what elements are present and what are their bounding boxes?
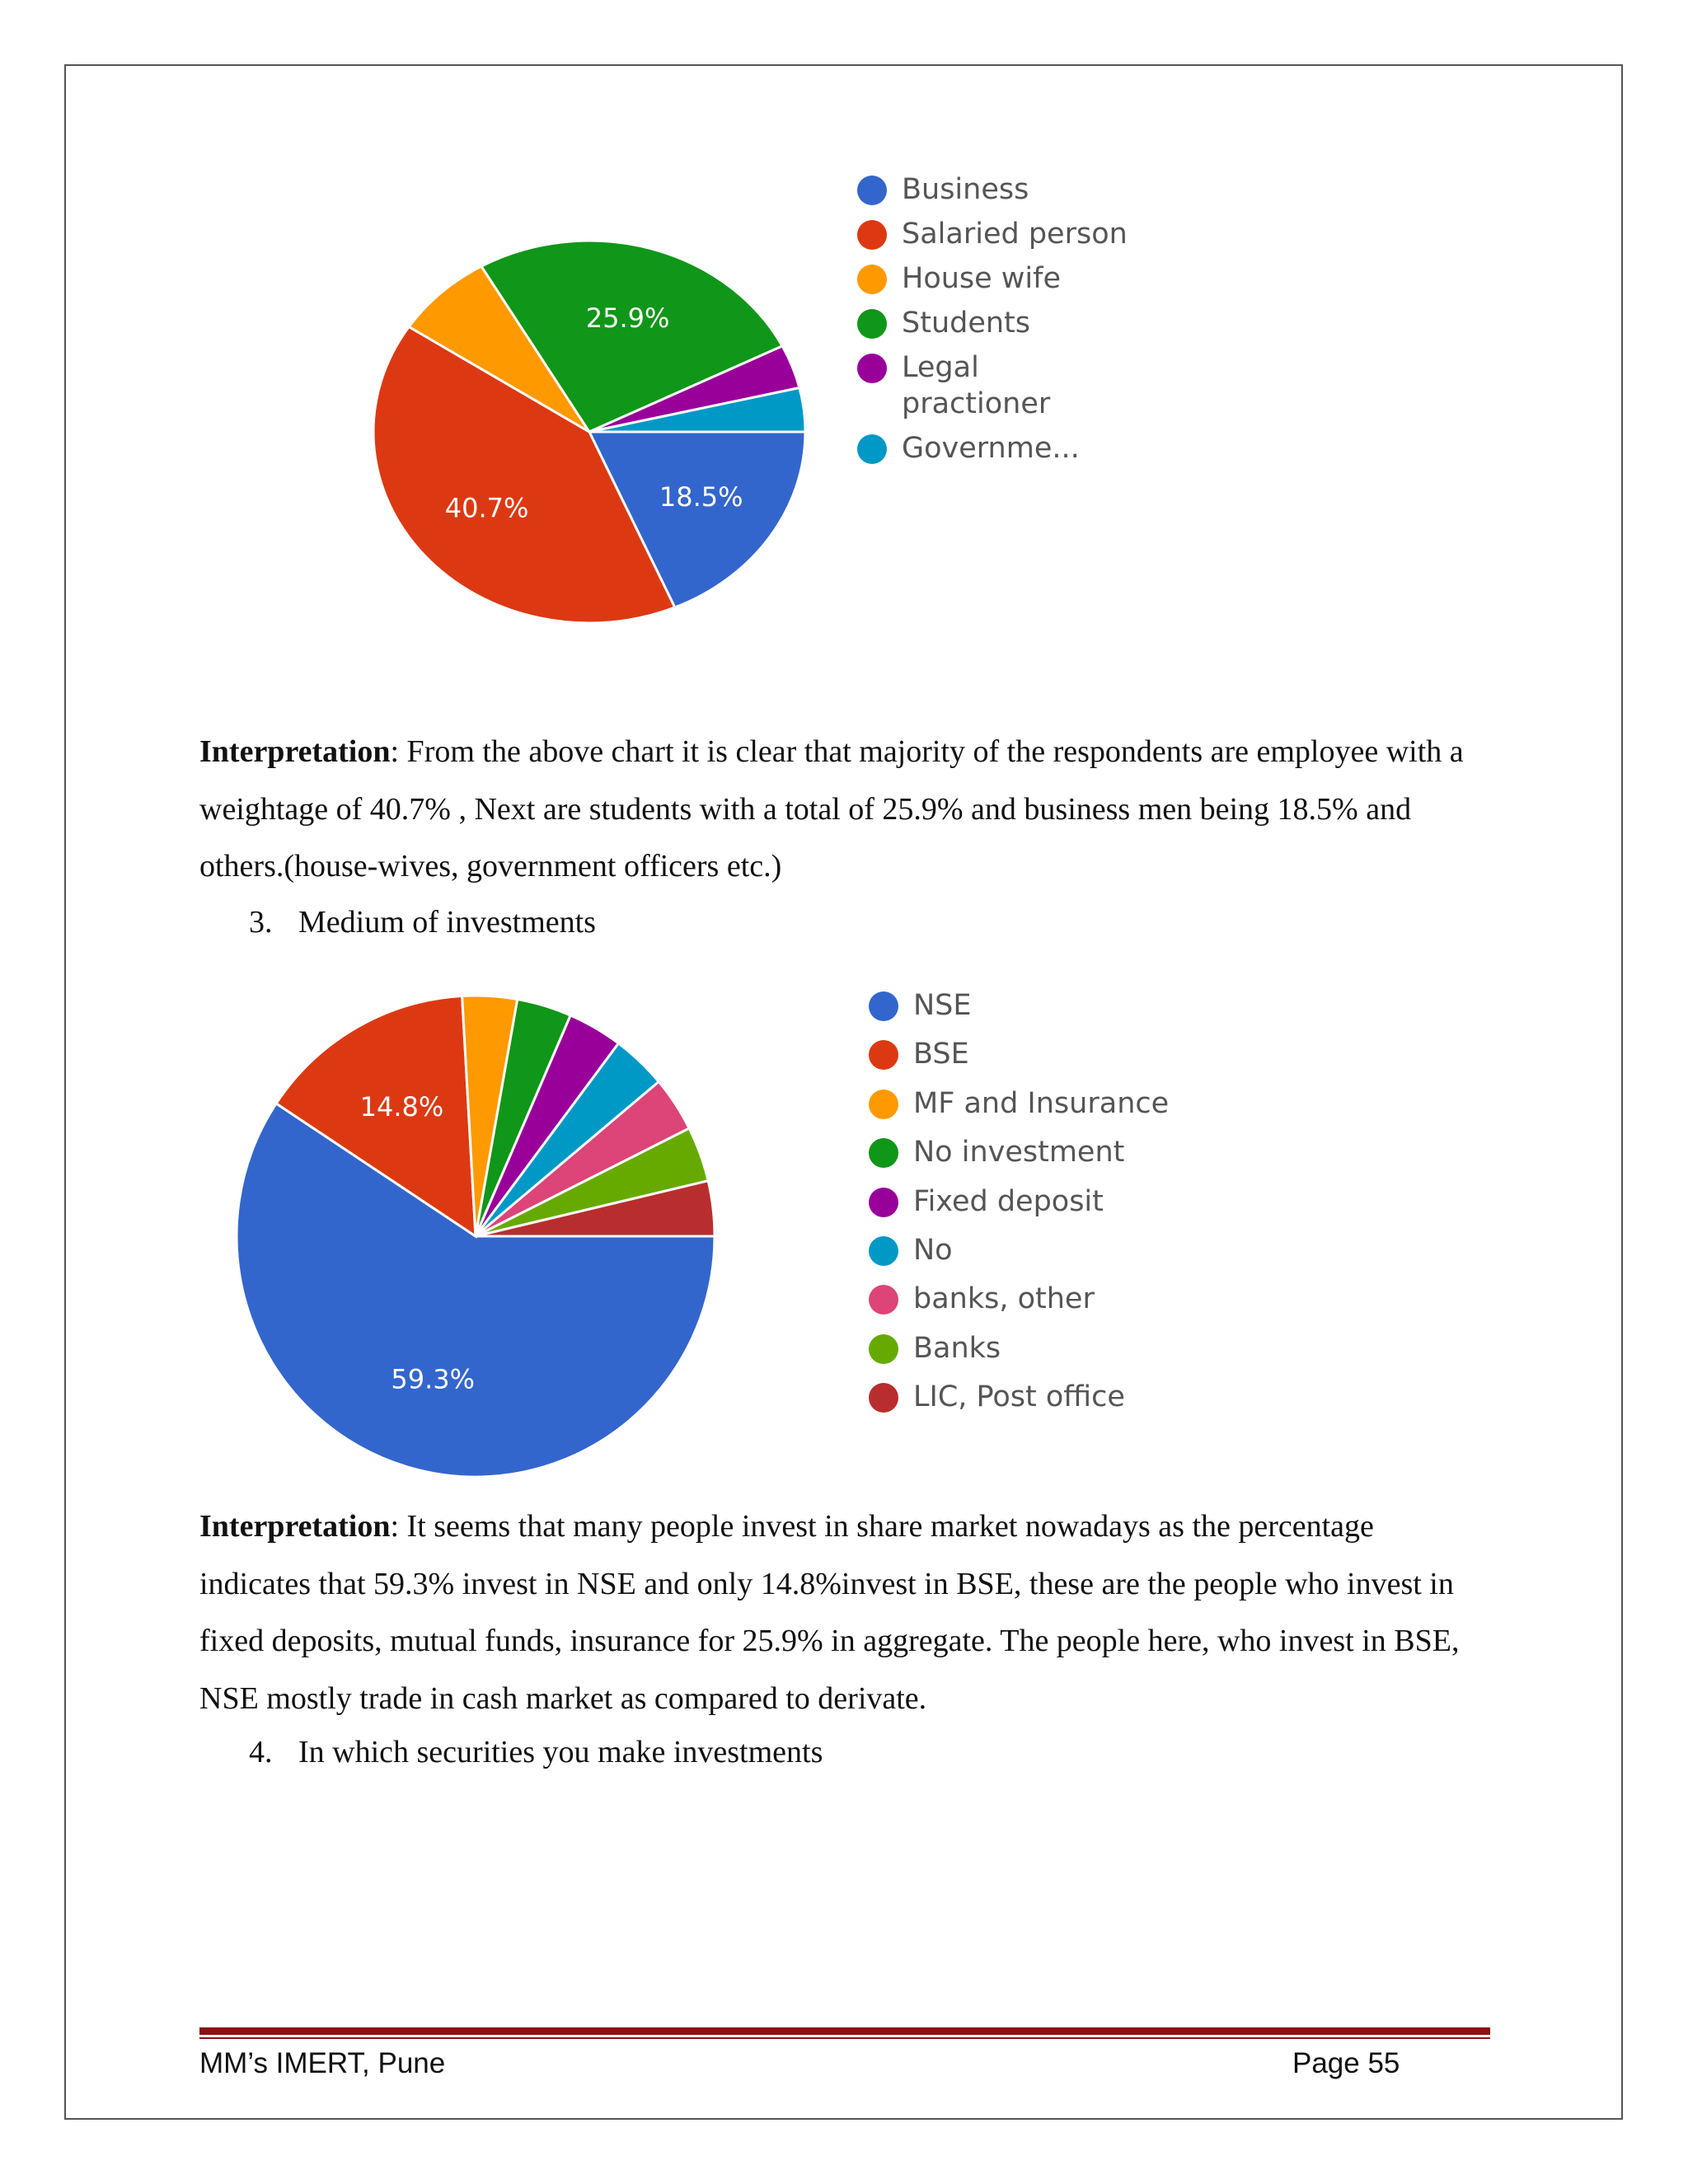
legend-item-4	[857, 349, 1129, 422]
interpretation-paragraph-1	[199, 724, 1485, 896]
legend-label: banks, other	[913, 1282, 1095, 1316]
footer-rule	[199, 2027, 1490, 2039]
interpretation-text: : It seems that many people invest in share market nowadays as the percentage indicates that 59.3% invest in NSE and only 14.8%invest in BSE, these are the people who invest in fixed deposits, mutual funds, insurance for 25.9% in aggregate. The people here, who invest in BSE, NSE mostly trade in cash market as compared to derivate.	[199, 1509, 1460, 1716]
investment-medium-legend	[869, 987, 1248, 1428]
legend-label: LIC, Post office	[913, 1380, 1125, 1414]
legend-swatch-icon	[869, 1138, 898, 1168]
legend-label: NSE	[913, 989, 972, 1022]
legend-swatch-icon	[869, 1040, 898, 1070]
legend-item-7	[869, 1330, 1248, 1366]
pie-data-label-1: 14.8%	[359, 1091, 444, 1123]
legend-item-6	[869, 1281, 1248, 1317]
footer-rule-thin	[199, 2037, 1490, 2039]
legend-swatch-icon	[857, 220, 887, 250]
legend-label: Banks	[913, 1331, 1001, 1365]
legend-item-3	[869, 1134, 1248, 1170]
legend-swatch-icon	[869, 1090, 898, 1119]
interpretation-label: Interpretation	[199, 1509, 391, 1544]
legend-item-3	[857, 305, 1129, 341]
legend-swatch-icon	[857, 434, 887, 464]
legend-swatch-icon	[857, 309, 887, 339]
legend-swatch-icon	[869, 1334, 898, 1364]
legend-label: Fixed deposit	[913, 1184, 1104, 1218]
interpretation-text: : From the above chart it is clear that majority of the respondents are employee with a weightage of 40.7% , Next are students with a total of 25.9% and business men being 18.5% and others.(house-wives, government officers etc.)	[199, 734, 1464, 883]
legend-label: Salaried person	[902, 218, 1128, 251]
occupation-legend	[857, 171, 1129, 475]
occupation-pie-chart	[354, 223, 824, 651]
legend-swatch-icon	[857, 265, 887, 294]
footer-rule-thick	[199, 2027, 1490, 2035]
investment-medium-pie-chart	[223, 981, 734, 1492]
legend-swatch-icon	[857, 354, 887, 383]
list-item-3	[249, 894, 596, 952]
pie-data-label-3: 25.9%	[585, 302, 670, 335]
legend-item-2	[869, 1085, 1248, 1122]
legend-item-0	[857, 171, 1129, 208]
pie-data-label-1: 40.7%	[444, 492, 529, 524]
legend-swatch-icon	[869, 1188, 898, 1217]
pie-data-label-0: 18.5%	[659, 481, 743, 513]
interpretation-label: Interpretation	[199, 734, 391, 769]
legend-item-1	[857, 216, 1129, 252]
interpretation-paragraph-2	[199, 1498, 1485, 1727]
list-item-4	[249, 1724, 823, 1782]
footer-page-number: Page 55	[1292, 2047, 1400, 2079]
legend-swatch-icon	[869, 1285, 898, 1315]
list-number: 4.	[249, 1735, 273, 1769]
list-number: 3.	[249, 905, 273, 940]
legend-label: Legal practioner	[902, 351, 1051, 420]
legend-item-5	[869, 1232, 1248, 1268]
legend-item-1	[869, 1036, 1248, 1072]
legend-item-8	[869, 1379, 1248, 1415]
legend-swatch-icon	[869, 1383, 898, 1413]
legend-label: No	[913, 1233, 953, 1267]
legend-swatch-icon	[857, 176, 887, 205]
legend-label: House wife	[902, 262, 1062, 295]
legend-item-5	[857, 430, 1129, 466]
footer-institution: MM’s IMERT, Pune	[199, 2047, 446, 2079]
legend-label: Business	[902, 173, 1029, 206]
legend-label: No investment	[913, 1136, 1125, 1169]
legend-item-2	[857, 260, 1129, 297]
legend-swatch-icon	[869, 1236, 898, 1266]
list-text: In which securities you make investments	[298, 1735, 823, 1769]
legend-swatch-icon	[869, 991, 898, 1021]
legend-label: MF and Insurance	[913, 1086, 1170, 1120]
legend-item-0	[869, 987, 1248, 1024]
list-text: Medium of investments	[298, 905, 596, 940]
legend-item-4	[869, 1183, 1248, 1220]
legend-label: BSE	[913, 1038, 969, 1071]
legend-label: Governme...	[902, 432, 1080, 465]
pie-data-label-0: 59.3%	[391, 1363, 476, 1395]
legend-label: Students	[902, 307, 1031, 340]
